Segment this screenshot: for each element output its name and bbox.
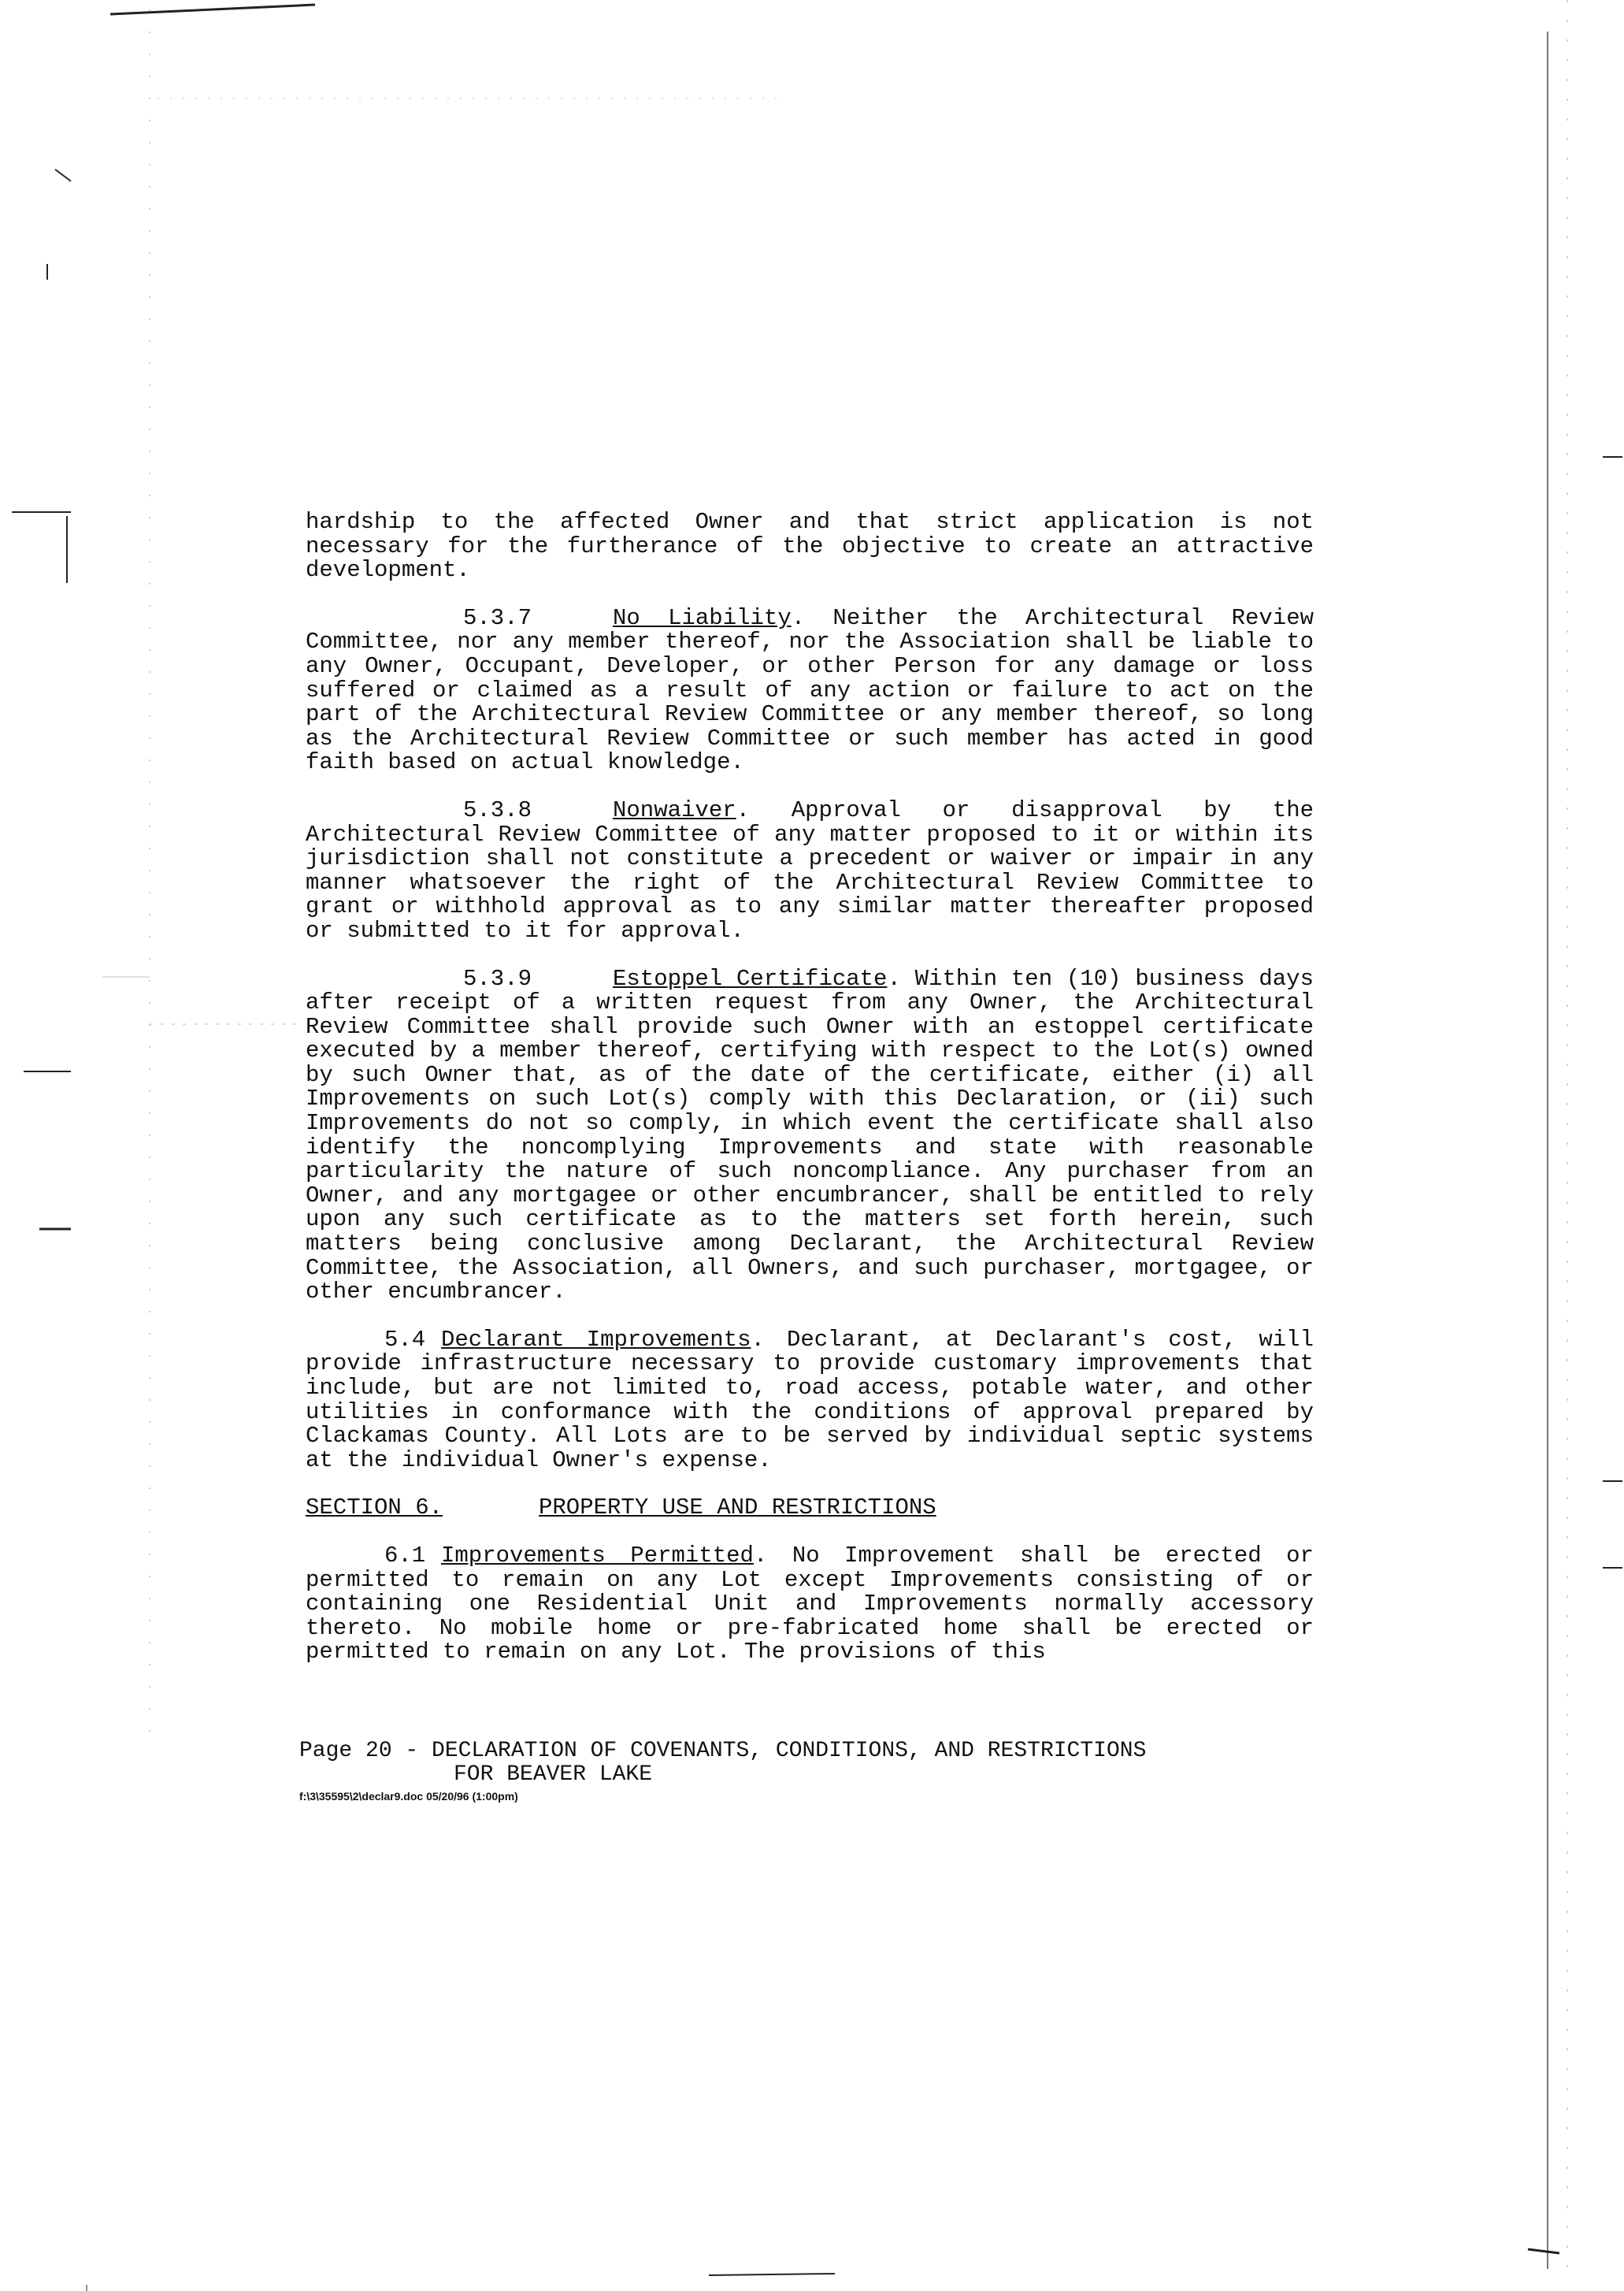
- paragraph-number: 6.1: [384, 1542, 426, 1569]
- footer-page-subtitle: FOR BEAVER LAKE: [454, 1762, 653, 1787]
- paragraph-5-3-9: [306, 967, 1314, 1305]
- paragraph-heading: Declarant Improvements: [441, 1326, 751, 1353]
- paragraph-heading: Improvements Permitted: [441, 1542, 754, 1569]
- paragraph-text: . Approval or disapproval by the Architectural Review Committee of any matter proposed to it or within its jurisdiction shall not constitute a precedent or waiver or impair in any manner whatsoever the right of the Architectural Review Committee to grant or withhold approval as to any similar matter thereafter proposed or submitted to it for approval.: [306, 796, 1314, 944]
- section-label: SECTION 6.: [306, 1495, 443, 1521]
- paragraph-text: . Declarant, at Declarant's cost, will provide infrastructure necessary to provide customary improvements that include, but are not limited to, road access, potable water, and other utilities in conformance with the conditions of approval prepared by Clackamas County. All Lots are to be served by individual septic systems at the individual Owner's expense.: [306, 1326, 1314, 1473]
- section-6-heading: [306, 1496, 1314, 1521]
- paragraph-heading: Estoppel Certificate: [613, 965, 888, 992]
- file-reference: f:\3\35595\2\declar9.doc 05/20/96 (1:00pm): [299, 1790, 518, 1803]
- paragraph-5-3-8: [306, 796, 1314, 944]
- section-title: PROPERTY USE AND RESTRICTIONS: [539, 1495, 936, 1521]
- paragraph-text: . No Improvement shall be erected or permitted to remain on any Lot except Improvements consisting of or containing one Residential Unit and Improvements normally accessory thereto. No mobile home or pre-fabricated home shall be erected or permitted to remain on any Lot. The provisions of this: [306, 1542, 1314, 1665]
- page-footer: [299, 1740, 1323, 1804]
- paragraph-6-1: [306, 1544, 1314, 1665]
- paragraph-hardship: hardship to the affected Owner and that strict application is not necessary for the furtherance of the objective to create an attractive development.: [306, 509, 1314, 584]
- paragraph-5-3-7: [306, 604, 1314, 776]
- paragraph-number: 5.3.8: [463, 796, 532, 823]
- paragraph-number: 5.3.7: [463, 604, 532, 631]
- paragraph-number: 5.3.9: [463, 965, 532, 992]
- document-body: [306, 511, 1314, 1665]
- paragraph-text: . Neither the Architectural Review Committee, nor any member thereof, nor the Association shall be liable to any Owner, Occupant, Developer, or other Person for any damage or loss suffered or claimed as a result of any action or failure to act on the part of the Architectural Review Committee or any member thereof, so long as the Architectural Review Committee or such member has acted in good faith based on actual knowledge.: [306, 604, 1314, 776]
- paragraph-number: 5.4: [384, 1326, 426, 1353]
- paragraph-5-4: [306, 1328, 1314, 1473]
- paragraph-heading: Nonwaiver: [613, 796, 736, 823]
- paragraph-text: . Within ten (10) business days after receipt of a written request from any Owner, the Architectural Review Committee shall provide such Owner with an estoppel certificate executed by a member thereof, certifying with respect to the Lot(s) owned by such Owner that, as of the date of the certificate, either (i) all Improvements on such Lot(s) comply with this Declaration, or (ii) such Improvements do not so comply, in which event the certificate shall also identify the noncomplying Improvements and state with reasonable particularity the nature of such noncompliance. Any purchaser from an Owner, and any mortgagee or other encumbrancer, shall be entitled to rely upon any such certificate as to the matters set forth herein, such matters being conclusive among Declarant, the Architectural Review Committee, the Association, all Owners, and such purchaser, mortgagee, or other encumbrancer.: [306, 965, 1314, 1305]
- paragraph-heading: No Liability: [613, 604, 792, 631]
- footer-page-title: Page 20 - DECLARATION OF COVENANTS, CONDITIONS, AND RESTRICTIONS: [299, 1739, 1147, 1763]
